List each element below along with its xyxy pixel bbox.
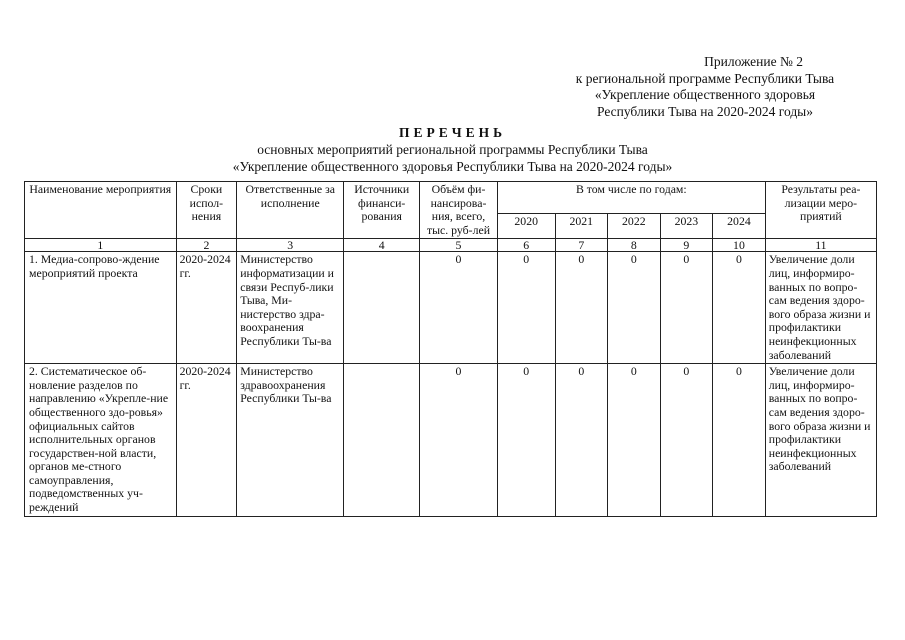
- measure-2023: 0: [660, 252, 713, 364]
- measure-2021: 0: [555, 252, 608, 364]
- column-number: 4: [344, 239, 420, 252]
- header-by-years: В том числе по годам:: [497, 182, 765, 214]
- document-subtitle-1: основных мероприятий региональной программы Республики Тыва: [257, 142, 648, 157]
- measure-2023: 0: [660, 364, 713, 517]
- appendix-block: [545, 54, 865, 120]
- measure-sources: [344, 364, 420, 517]
- header-name: Наименование мероприятия: [25, 182, 177, 239]
- header-sources: Источники финанси-рования: [344, 182, 420, 239]
- header-volume: Объём фи-нансирова-ния, всего, тыс. руб-лей: [420, 182, 498, 239]
- appendix-line-program: к региональной программе Республики Тыва: [575, 70, 835, 86]
- measure-total: 0: [420, 252, 498, 364]
- measure-results: Увеличение доли лиц, информиро-ванных по вопро-сам ведения здоро-вого образа жизни и профилактики неинфекционных заболеваний: [765, 364, 876, 517]
- column-number: 6: [497, 239, 555, 252]
- measure-responsible: Министерство здравоохранения Республики Ты-ва: [237, 364, 344, 517]
- measure-name: 2. Систематическое об-новление разделов по направлению «Укрепле-ние общественного здо-ровья» официальных сайтов исполнительных органов государствен-ной власти, органов ме-стного самоуправления, подведомственных уч-реждений: [25, 364, 177, 517]
- measure-2021: 0: [555, 364, 608, 517]
- column-number-row: [25, 239, 877, 252]
- header-results: Результаты реа-лизации меро-приятий: [765, 182, 876, 239]
- measure-terms: 2020-2024 гг.: [176, 364, 237, 517]
- table-row: [25, 252, 877, 364]
- measure-2020: 0: [497, 252, 555, 364]
- document-title: ПЕРЕЧЕНЬ: [398, 125, 507, 140]
- measure-2024: 0: [713, 252, 766, 364]
- column-number: 8: [608, 239, 661, 252]
- column-number: 11: [765, 239, 876, 252]
- column-number: 5: [420, 239, 498, 252]
- header-year-2023: 2023: [660, 213, 713, 238]
- measure-responsible: Министерство информатизации и связи Респуб-лики Тыва, Ми-нистерство здра-воохранения Республики Ты-ва: [237, 252, 344, 364]
- measure-results: Увеличение доли лиц, информиро-ванных по вопро-сам ведения здоро-вого образа жизни и профилактики неинфекционных заболеваний: [765, 252, 876, 364]
- header-year-2020: 2020: [497, 213, 555, 238]
- document-heading: [0, 124, 905, 175]
- column-number: 9: [660, 239, 713, 252]
- header-terms: Сроки испол-нения: [176, 182, 237, 239]
- document-subtitle-2: «Укрепление общественного здоровья Республики Тыва на 2020-2024 годы»: [232, 159, 673, 174]
- column-number: 2: [176, 239, 237, 252]
- measure-2024: 0: [713, 364, 766, 517]
- measure-total: 0: [420, 364, 498, 517]
- measure-2020: 0: [497, 364, 555, 517]
- appendix-line-period: Республики Тыва на 2020-2024 годы»: [596, 103, 814, 119]
- measure-2022: 0: [608, 252, 661, 364]
- measure-terms: 2020-2024 гг.: [176, 252, 237, 364]
- measures-table: [24, 181, 877, 517]
- measure-2022: 0: [608, 364, 661, 517]
- measure-sources: [344, 252, 420, 364]
- column-number: 1: [25, 239, 177, 252]
- column-number: 7: [555, 239, 608, 252]
- measure-name: 1. Медиа-сопрово-ждение мероприятий проекта: [25, 252, 177, 364]
- header-year-2022: 2022: [608, 213, 661, 238]
- header-year-2021: 2021: [555, 213, 608, 238]
- appendix-number: Приложение № 2: [704, 54, 803, 69]
- header-year-2024: 2024: [713, 213, 766, 238]
- table-header-row: [25, 182, 877, 214]
- header-responsible: Ответственные за исполнение: [237, 182, 344, 239]
- table-row: [25, 364, 877, 517]
- appendix-line-title: «Укрепление общественного здоровья: [594, 87, 816, 102]
- column-number: 3: [237, 239, 344, 252]
- column-number: 10: [713, 239, 766, 252]
